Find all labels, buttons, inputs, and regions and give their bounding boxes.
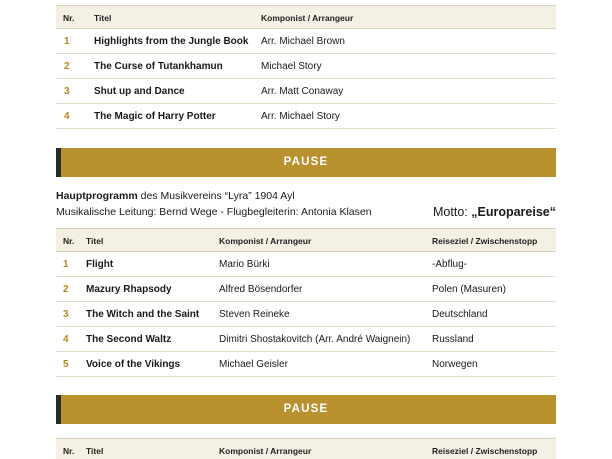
header-title: Titel	[86, 236, 104, 246]
table-row	[56, 252, 556, 277]
row-title: The Witch and the Saint	[86, 309, 200, 320]
header-nr: Nr.	[63, 13, 75, 23]
row-title: The Magic of Harry Potter	[94, 111, 216, 122]
header-nr: Nr.	[63, 446, 75, 456]
header-destination: Reiseziel / Zwischenstopp	[432, 446, 538, 456]
row-number: 4	[63, 334, 69, 345]
row-title: Flight	[86, 259, 114, 270]
program-table-1	[56, 5, 556, 129]
row-title: The Curse of Tutankhamun	[94, 61, 223, 72]
row-number: 2	[63, 284, 69, 295]
pause-banner	[56, 395, 556, 424]
row-destination: Polen (Masuren)	[432, 284, 506, 295]
row-composer: Arr. Michael Story	[261, 111, 340, 122]
header-destination: Reiseziel / Zwischenstopp	[432, 236, 538, 246]
table-header	[56, 5, 556, 29]
row-composer: Alfred Bösendorfer	[219, 284, 303, 295]
main-program-heading	[56, 190, 295, 202]
row-title: Voice of the Vikings	[86, 359, 181, 370]
row-composer: Mario Bürki	[219, 259, 270, 270]
row-composer: Dimitri Shostakovitch (Arr. André Waignein)	[219, 334, 411, 345]
table-row	[56, 277, 556, 302]
motto	[433, 205, 556, 219]
pause-label: PAUSE	[283, 403, 329, 415]
main-program-rest: des Musikvereins “Lyra” 1904 Ayl	[137, 190, 295, 202]
pause-accent-bar	[56, 395, 61, 424]
row-composer: Michael Geisler	[219, 359, 288, 370]
table-header	[56, 438, 556, 459]
row-composer: Arr. Matt Conaway	[261, 86, 344, 97]
row-destination: Norwegen	[432, 359, 478, 370]
row-number: 4	[64, 111, 70, 122]
header-title: Titel	[94, 13, 112, 23]
header-nr: Nr.	[63, 236, 75, 246]
header-title: Titel	[86, 446, 104, 456]
motto-value: „Europareise“	[471, 205, 556, 219]
row-title: Mazury Rhapsody	[86, 284, 172, 295]
row-number: 1	[64, 36, 70, 47]
row-title: Shut up and Dance	[94, 86, 185, 97]
row-composer: Michael Story	[261, 61, 322, 72]
row-destination: Deutschland	[432, 309, 488, 320]
table-row	[56, 104, 556, 129]
pause-label: PAUSE	[283, 156, 329, 168]
main-program-label: Hauptprogramm	[56, 190, 138, 202]
table-row	[56, 302, 556, 327]
header-composer: Komponist / Arrangeur	[219, 446, 312, 456]
program-table-2	[56, 228, 556, 377]
row-composer: Steven Reineke	[219, 309, 290, 320]
row-title: The Second Waltz	[86, 334, 172, 345]
table-row	[56, 54, 556, 79]
row-title: Highlights from the Jungle Book	[94, 36, 249, 47]
header-composer: Komponist / Arrangeur	[261, 13, 354, 23]
row-composer: Arr. Michael Brown	[261, 36, 345, 47]
motto-label: Motto:	[433, 205, 472, 219]
row-number: 5	[63, 359, 69, 370]
table-header	[56, 228, 556, 252]
row-destination: -Abflug-	[432, 259, 468, 270]
row-number: 2	[64, 61, 70, 72]
table-row	[56, 79, 556, 104]
pause-accent-bar	[56, 148, 61, 177]
row-number: 3	[64, 86, 70, 97]
table-row	[56, 327, 556, 352]
program-table-3	[56, 438, 556, 459]
table-row	[56, 29, 556, 54]
row-number: 3	[63, 309, 69, 320]
table-row	[56, 352, 556, 377]
header-composer: Komponist / Arrangeur	[219, 236, 312, 246]
row-number: 1	[63, 259, 69, 270]
pause-banner	[56, 148, 556, 177]
row-destination: Russland	[432, 334, 474, 345]
musical-direction: Musikalische Leitung: Bernd Wege - Flugbegleiterin: Antonia Klasen	[56, 206, 372, 218]
